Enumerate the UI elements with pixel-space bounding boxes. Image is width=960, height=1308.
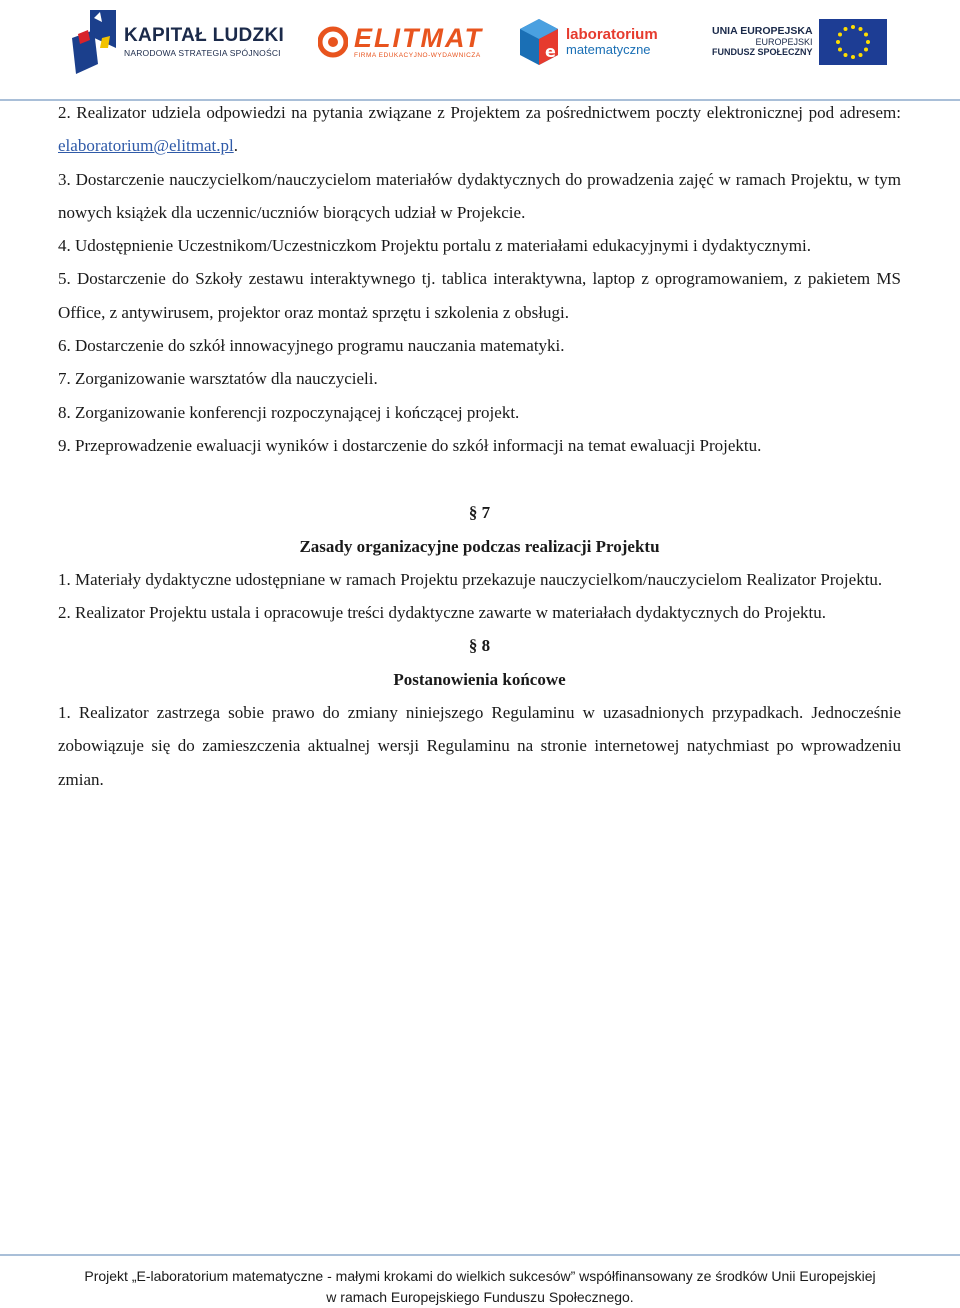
paragraph-2-end: . [233, 136, 238, 156]
section-8-title: Postanowienia końcowe [393, 669, 566, 689]
section-7-paragraph-1: 1. Materiały dydaktyczne udostępniane w ramach Projektu przekazuje nauczycielkom/nauczycielom Realizator Projektu. [58, 569, 883, 589]
ue-line1: UNIA EUROPEJSKA [712, 25, 813, 38]
kapital-ludzki-logo [72, 6, 292, 78]
elitmat-title: ELITMAT [354, 22, 483, 53]
email-link[interactable]: elaboratorium@elitmat.pl [58, 136, 234, 156]
paragraph-7: 7. Zorganizowanie warsztatów dla nauczycieli. [58, 369, 378, 389]
document-body [58, 96, 901, 796]
paragraph-8: 8. Zorganizowanie konferencji rozpoczynającej i kończącej projekt. [58, 402, 520, 422]
paragraph-2-text: 2. Realizator udziela odpowiedzi na pytania związane z Projektem za pośrednictwem poczty elektronicznej pod adresem: [58, 103, 901, 122]
kapital-ludzki-emblem-icon [72, 8, 116, 76]
footer-divider [0, 1254, 960, 1256]
ue-line2: EUROPEJSKI [755, 36, 813, 47]
elitmat-subtitle: FIRMA EDUKACYJNO-WYDAWNICZA [354, 51, 481, 59]
unia-europejska-logo [712, 6, 887, 78]
laboratorium-line2: matematyczne [566, 42, 651, 58]
footer-line-1: Projekt „E-laboratorium matematyczne - małymi krokami do wielkich sukcesów” współfinansowany ze środków Unii Europejskiej [84, 1268, 876, 1284]
paragraph-9: 9. Przeprowadzenie ewaluacji wyników i dostarczenie do szkół informacji na temat ewaluacji Projektu. [58, 435, 762, 455]
laboratorium-logo [518, 6, 668, 78]
elitmat-logo [318, 6, 488, 78]
section-7-title: Zasady organizacyjne podczas realizacji Projektu [299, 536, 660, 556]
paragraph-2 [58, 96, 901, 163]
ue-line3: FUNDUSZ SPOŁECZNY [712, 46, 813, 57]
section-8-number: § 8 [468, 636, 491, 656]
eu-flag-icon [819, 19, 887, 65]
laboratorium-line1: laboratorium [566, 26, 658, 44]
paragraph-4: 4. Udostępnienie Uczestnikom/Uczestniczkom Projektu portalu z materiałami edukacyjnymi i dydaktycznymi. [58, 236, 811, 256]
elitmat-swirl-icon [318, 25, 348, 59]
page-header [0, 0, 960, 90]
laboratorium-cube-icon [518, 17, 560, 67]
section-7-number: § 7 [468, 503, 491, 523]
paragraph-6: 6. Dostarczenie do szkół innowacyjnego programu nauczania matematyki. [58, 336, 565, 356]
footer-line-2: w ramach Europejskiego Funduszu Społecznego. [326, 1289, 634, 1305]
section-7-paragraph-2: 2. Realizator Projektu ustala i opracowuje treści dydaktyczne zawarte w materiałach dydaktycznych do Projektu. [58, 603, 827, 623]
kapital-ludzki-subtitle: NARODOWA STRATEGIA SPÓJNOŚCI [124, 48, 281, 59]
section-8-paragraph-1: 1. Realizator zastrzega sobie prawo do zmiany niniejszego Regulaminu w uzasadnionych przypadkach. Jednocześnie zobowiązuje się do zamieszczenia aktualnej wersji Regulaminu na stronie internetowej natychmiast po wprowadzeniu zmian. [58, 703, 901, 789]
paragraph-5: 5. Dostarczenie do Szkoły zestawu interaktywnego tj. tablica interaktywna, laptop z oprogramowaniem, z pakietem MS Office, z antywirusem, projektor oraz montaż sprzętu i szkolenia z obsługi. [58, 269, 901, 322]
page-footer [0, 1266, 960, 1308]
svg-text:e: e [545, 42, 556, 61]
kapital-ludzki-title: KAPITAŁ LUDZKI [124, 25, 285, 47]
paragraph-3: 3. Dostarczenie nauczycielkom/nauczycielom materiałów dydaktycznych do prowadzenia zajęć w ramach Projektu, w tym nowych książek dla uczennic/uczniów biorących udział w Projekcie. [58, 169, 901, 222]
